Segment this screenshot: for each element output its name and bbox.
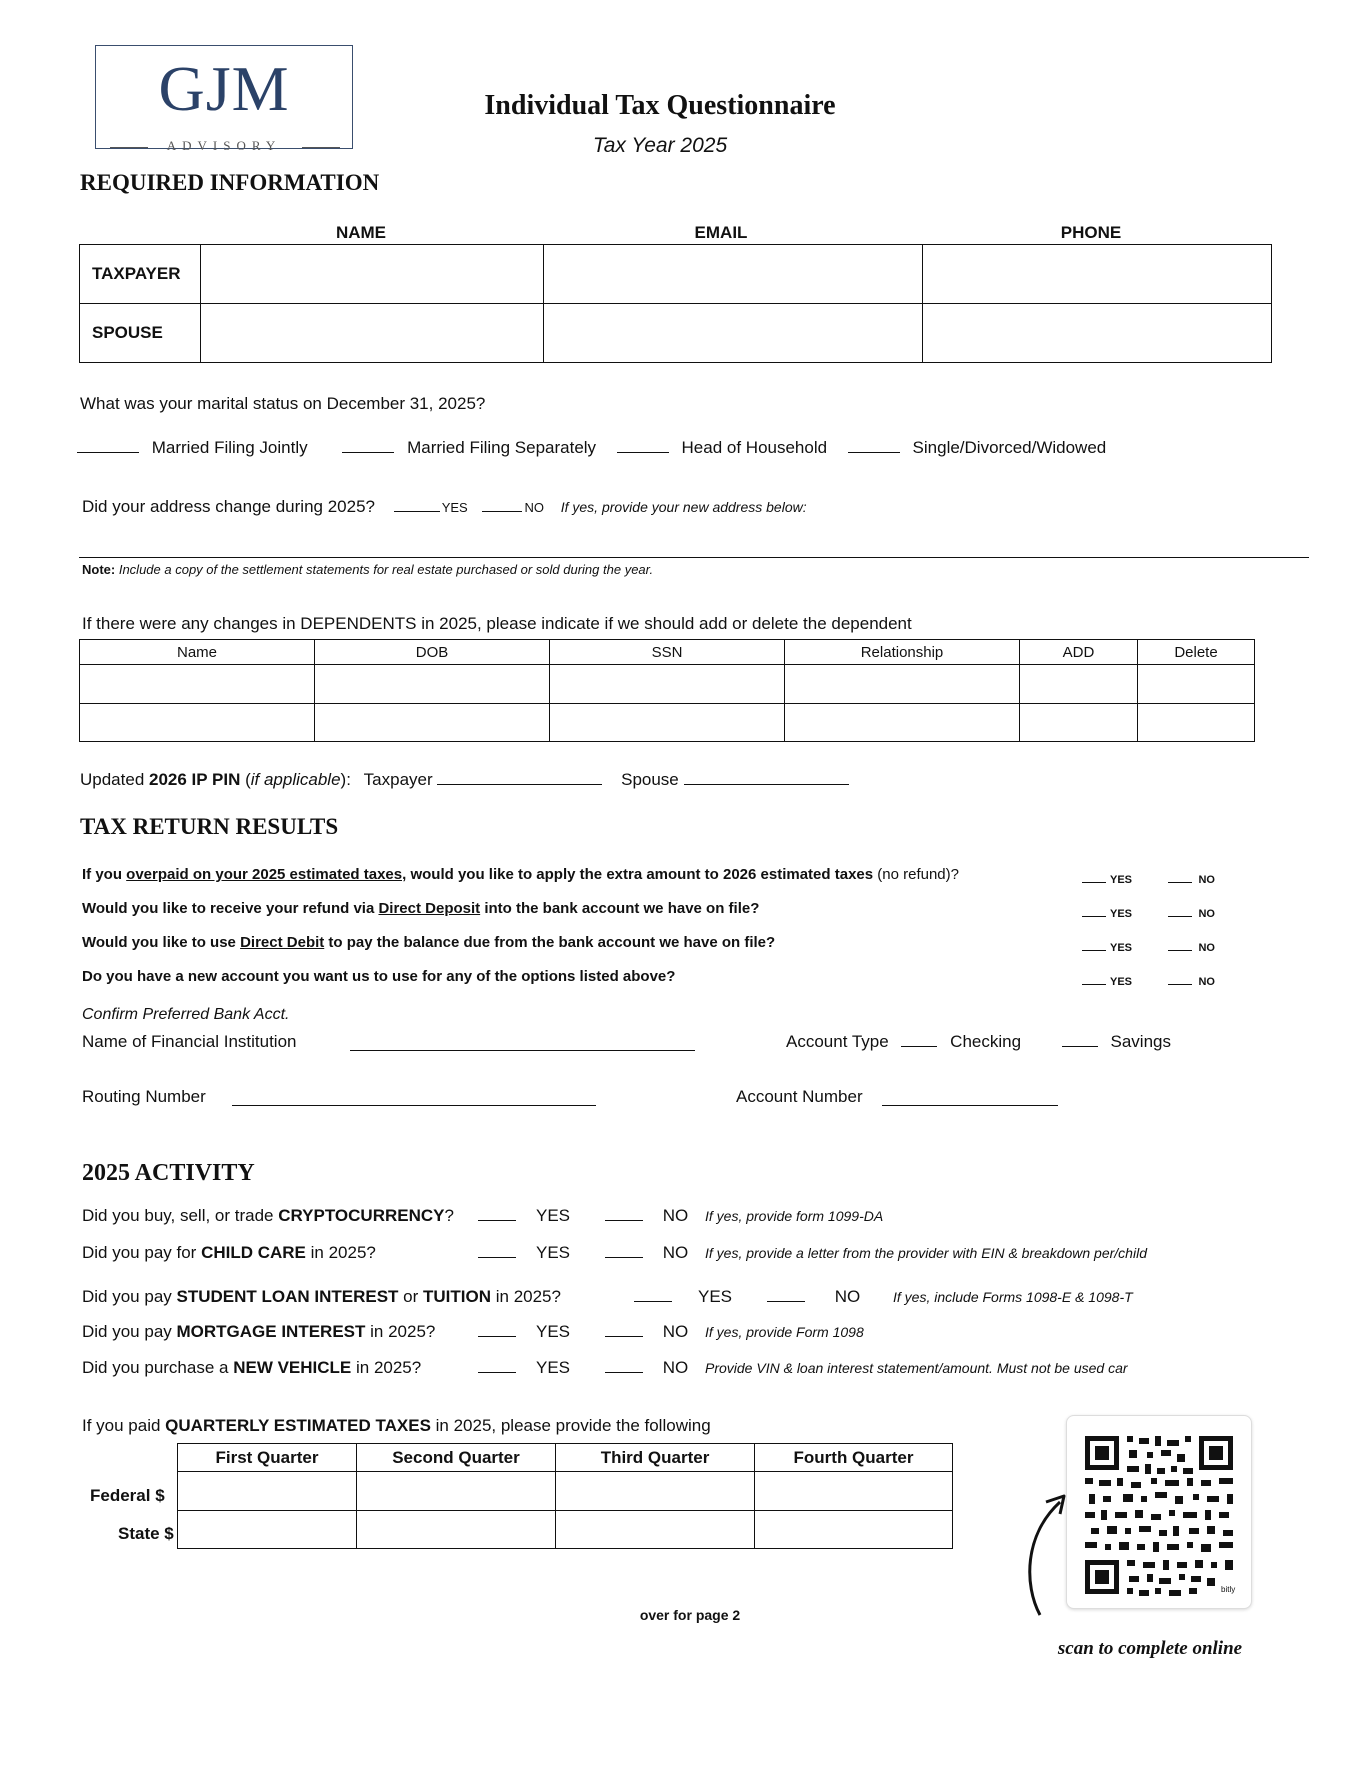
col-name: NAME <box>335 223 387 242</box>
q1-hint: If yes, provide form 1099-DA <box>705 1208 884 1224</box>
q2-a: Would you like to receive your refund via <box>82 900 379 917</box>
row-federal: Federal $ <box>90 1486 165 1505</box>
address-no-blank[interactable] <box>482 497 522 512</box>
activity-yn-4 <box>478 1322 864 1342</box>
q1-b: CRYPTOCURRENCY <box>278 1206 445 1225</box>
results-heading: TAX RETURN RESULTS <box>80 814 339 839</box>
no-blank[interactable] <box>767 1287 805 1302</box>
dep-col-ssn: SSN <box>550 640 785 665</box>
results-q4: Do you have a new account you want us to use for any of the options listed above? <box>82 968 676 985</box>
dependents-question: If there were any changes in DEPENDENTS in 2025, please indicate if we should add or delete the dependent <box>82 614 912 633</box>
institution-field[interactable] <box>350 1034 695 1051</box>
ippin-paren-close: ): <box>340 770 351 789</box>
routing-field[interactable] <box>232 1089 596 1106</box>
table-row <box>80 665 1255 703</box>
table-row <box>80 703 1255 741</box>
no-blank[interactable] <box>605 1206 643 1221</box>
no-blank[interactable] <box>605 1358 643 1373</box>
q3-c: or <box>398 1287 424 1306</box>
dep-col-delete: Delete <box>1138 640 1255 665</box>
row-state: State $ <box>118 1524 174 1543</box>
quarterly-b: QUARTERLY ESTIMATED TAXES <box>165 1416 431 1435</box>
no-label: NO <box>1198 874 1215 886</box>
q3-a: Did you pay <box>82 1287 177 1306</box>
q5-b: NEW VEHICLE <box>233 1358 352 1377</box>
address-yes-blank[interactable] <box>394 497 440 512</box>
address-note <box>82 562 653 577</box>
marital-mfs-blank[interactable] <box>342 438 394 453</box>
quarterly-a: If you paid <box>82 1416 166 1435</box>
q5-a: Did you purchase a <box>82 1358 234 1377</box>
spouse-phone-field[interactable] <box>923 304 1272 363</box>
q2-u: Direct Deposit <box>378 900 481 917</box>
marital-question: What was your marital status on December 31, 2025? <box>80 394 486 413</box>
no-blank[interactable] <box>1168 906 1192 917</box>
ippin-taxpayer-field[interactable] <box>437 770 602 785</box>
activity-yn-1 <box>478 1206 883 1226</box>
federal-q4[interactable] <box>755 1472 953 1510</box>
q1-c: ? <box>444 1206 454 1225</box>
row-taxpayer-label: TAXPAYER <box>80 245 201 304</box>
dep-cell[interactable] <box>1138 703 1255 741</box>
account-number-label: Account Number <box>736 1087 863 1106</box>
ippin-row <box>80 770 849 790</box>
address-no: NO <box>524 500 544 515</box>
marital-mfs: Married Filing Separately <box>407 438 597 457</box>
activity-yn-2 <box>478 1243 1147 1263</box>
no-label: NO <box>662 1243 689 1262</box>
yes-blank[interactable] <box>478 1206 516 1221</box>
confirm-bank: Confirm Preferred Bank Acct. <box>82 1006 290 1023</box>
activity-yn-3 <box>634 1287 1133 1307</box>
dep-cell[interactable] <box>550 703 785 741</box>
yes-label: YES <box>536 1358 571 1377</box>
ippin-pre: Updated <box>80 770 149 789</box>
dep-col-add: ADD <box>1020 640 1138 665</box>
page-subtitle: Tax Year 2025 <box>592 134 728 157</box>
dep-col-relationship: Relationship <box>785 640 1020 665</box>
yes-blank[interactable] <box>1082 940 1106 951</box>
ippin-paren-open: ( <box>240 770 251 789</box>
q2-c: in 2025? <box>305 1243 376 1262</box>
q2-a: Did you pay for <box>82 1243 202 1262</box>
routing-label: Routing Number <box>82 1087 206 1106</box>
dep-col-dob: DOB <box>315 640 550 665</box>
q4-a: Did you pay <box>82 1322 177 1341</box>
yes-label: YES <box>1110 874 1133 886</box>
federal-q2[interactable] <box>357 1472 556 1510</box>
scan-text: scan to complete online <box>1057 1638 1243 1659</box>
yes-label: YES <box>536 1322 571 1341</box>
state-q3[interactable] <box>556 1510 755 1548</box>
quarterly-question <box>82 1416 711 1436</box>
dep-cell[interactable] <box>80 665 315 703</box>
dep-cell[interactable] <box>1020 703 1138 741</box>
state-q4[interactable] <box>755 1510 953 1548</box>
activity-q4 <box>82 1322 435 1342</box>
q3-u: Direct Debit <box>240 934 325 951</box>
q2-b: CHILD CARE <box>201 1243 306 1262</box>
yes-blank[interactable] <box>1082 906 1106 917</box>
results-yn-3 <box>1082 938 1215 956</box>
checking-label: Checking <box>950 1032 1022 1051</box>
yes-blank[interactable] <box>478 1243 516 1258</box>
address-hint: If yes, provide your new address below: <box>560 499 807 515</box>
activity-q1 <box>82 1206 454 1226</box>
qr-brand: bitly <box>1221 1585 1236 1594</box>
ippin-bold: 2026 IP PIN <box>149 770 241 789</box>
dep-cell[interactable] <box>315 703 550 741</box>
q-col-fourth: Fourth Quarter <box>755 1444 953 1472</box>
yes-blank[interactable] <box>478 1322 516 1337</box>
q1-a: Did you buy, sell, or trade <box>82 1206 279 1225</box>
no-blank[interactable] <box>605 1243 643 1258</box>
results-q3 <box>82 934 775 951</box>
required-heading: REQUIRED INFORMATION <box>80 170 380 195</box>
no-label: NO <box>662 1358 689 1377</box>
savings-blank[interactable] <box>1062 1032 1098 1047</box>
note-label: Note: <box>82 562 116 577</box>
yes-blank[interactable] <box>634 1287 672 1302</box>
q2-b: into the bank account we have on file? <box>480 900 760 917</box>
account-number-field[interactable] <box>882 1089 1058 1106</box>
over-text: over for page 2 <box>639 1607 741 1623</box>
no-label: NO <box>1198 942 1215 954</box>
col-phone: PHONE <box>1060 223 1122 242</box>
quarterly-table <box>177 1443 953 1549</box>
q4-b: MORTGAGE INTEREST <box>176 1322 366 1341</box>
dep-cell[interactable] <box>315 665 550 703</box>
marital-options <box>77 438 1106 458</box>
logo <box>95 45 353 153</box>
dep-cell[interactable] <box>80 703 315 741</box>
address-question: Did your address change during 2025? <box>82 497 375 516</box>
marital-hoh: Head of Household <box>681 438 828 457</box>
marital-single-blank[interactable] <box>848 438 900 453</box>
qr-code[interactable] <box>1066 1415 1252 1609</box>
state-q2[interactable] <box>357 1510 556 1548</box>
q4-hint: If yes, provide Form 1098 <box>705 1324 864 1340</box>
no-label: NO <box>1198 976 1215 988</box>
no-label: NO <box>662 1206 689 1225</box>
activity-q3 <box>82 1287 561 1307</box>
q3-d: TUITION <box>423 1287 492 1306</box>
row-spouse-label: SPOUSE <box>80 304 201 363</box>
ippin-spouse-label: Spouse <box>621 770 679 789</box>
address-yes: YES <box>441 500 468 515</box>
taxpayer-email-field[interactable] <box>544 245 923 304</box>
results-yn-2 <box>1082 904 1215 922</box>
no-blank[interactable] <box>1168 872 1192 883</box>
q-col-first: First Quarter <box>178 1444 357 1472</box>
ippin-taxpayer-label: Taxpayer <box>363 770 433 789</box>
no-blank[interactable] <box>1168 974 1192 985</box>
spouse-email-field[interactable] <box>544 304 923 363</box>
q5-c: in 2025? <box>351 1358 422 1377</box>
marital-single: Single/Divorced/Widowed <box>912 438 1107 457</box>
q4-c: in 2025? <box>365 1322 436 1341</box>
no-blank[interactable] <box>605 1322 643 1337</box>
no-label: NO <box>834 1287 861 1306</box>
yes-label: YES <box>1110 908 1133 920</box>
dep-cell[interactable] <box>1020 665 1138 703</box>
activity-q2 <box>82 1243 376 1263</box>
yes-label: YES <box>1110 976 1133 988</box>
account-type-label: Account Type <box>786 1032 889 1051</box>
q1-b: would you like to apply the extra amount to 2026 estimated taxes <box>406 866 874 883</box>
q3-a: Would you like to use <box>82 934 241 951</box>
required-table <box>79 244 1272 363</box>
logo-sub: ADVISORY <box>166 138 282 153</box>
account-type-row <box>786 1032 1171 1052</box>
dep-cell[interactable] <box>785 665 1020 703</box>
yes-blank[interactable] <box>1082 872 1106 883</box>
dep-cell[interactable] <box>1138 665 1255 703</box>
activity-heading: 2025 ACTIVITY <box>82 1160 255 1186</box>
activity-yn-5 <box>478 1358 1128 1378</box>
spouse-name-field[interactable] <box>201 304 544 363</box>
qr-code-icon <box>1067 1416 1251 1608</box>
institution-label: Name of Financial Institution <box>82 1032 297 1051</box>
q1-c: (no refund)? <box>873 866 959 883</box>
q3-b: to pay the balance due from the bank account we have on file? <box>324 934 776 951</box>
yes-blank[interactable] <box>1082 974 1106 985</box>
page-title: Individual Tax Questionnaire <box>484 90 836 121</box>
no-label: NO <box>1198 908 1215 920</box>
no-blank[interactable] <box>1168 940 1192 951</box>
yes-label: YES <box>536 1206 571 1225</box>
no-label: NO <box>662 1322 689 1341</box>
yes-label: YES <box>1110 942 1133 954</box>
table-row <box>178 1472 953 1510</box>
taxpayer-phone-field[interactable] <box>923 245 1272 304</box>
q1-u: overpaid on your 2025 estimated taxes, <box>126 866 407 883</box>
marital-hoh-blank[interactable] <box>617 438 669 453</box>
marital-mfj: Married Filing Jointly <box>151 438 308 457</box>
ippin-ital: if applicable <box>250 770 341 789</box>
q5-hint: Provide VIN & loan interest statement/amount. Must not be used car <box>705 1360 1128 1376</box>
results-q2 <box>82 900 759 917</box>
q3-e: in 2025? <box>491 1287 561 1306</box>
results-yn-1 <box>1082 870 1215 888</box>
logo-main: GJM <box>158 53 290 124</box>
dependents-table <box>79 639 1255 742</box>
checking-blank[interactable] <box>901 1032 937 1047</box>
dep-col-name: Name <box>80 640 315 665</box>
taxpayer-name-field[interactable] <box>201 245 544 304</box>
marital-mfj-blank[interactable] <box>77 438 139 453</box>
federal-q3[interactable] <box>556 1472 755 1510</box>
col-email: EMAIL <box>694 223 748 242</box>
address-row <box>82 497 807 517</box>
yes-label: YES <box>536 1243 571 1262</box>
q1-a: If you <box>82 866 127 883</box>
dep-cell[interactable] <box>785 703 1020 741</box>
activity-q5 <box>82 1358 421 1378</box>
state-q1[interactable] <box>178 1510 357 1548</box>
federal-q1[interactable] <box>178 1472 357 1510</box>
note-text: Include a copy of the settlement statements for real estate purchased or sold during the year. <box>118 562 654 577</box>
q3-b: STUDENT LOAN INTEREST <box>176 1287 399 1306</box>
table-row <box>178 1510 953 1548</box>
dep-cell[interactable] <box>550 665 785 703</box>
savings-label: Savings <box>1110 1032 1171 1051</box>
results-yn-4 <box>1082 972 1215 990</box>
yes-label: YES <box>698 1287 733 1306</box>
q-col-second: Second Quarter <box>357 1444 556 1472</box>
q-col-third: Third Quarter <box>556 1444 755 1472</box>
q3-hint: If yes, include Forms 1098-E & 1098-T <box>893 1289 1133 1305</box>
quarterly-c: in 2025, please provide the following <box>430 1416 711 1435</box>
results-q1 <box>82 866 959 883</box>
ippin-spouse-field[interactable] <box>684 770 849 785</box>
yes-blank[interactable] <box>478 1358 516 1373</box>
address-line[interactable] <box>79 557 1309 558</box>
q2-hint: If yes, provide a letter from the provider with EIN & breakdown per/child <box>705 1245 1147 1261</box>
